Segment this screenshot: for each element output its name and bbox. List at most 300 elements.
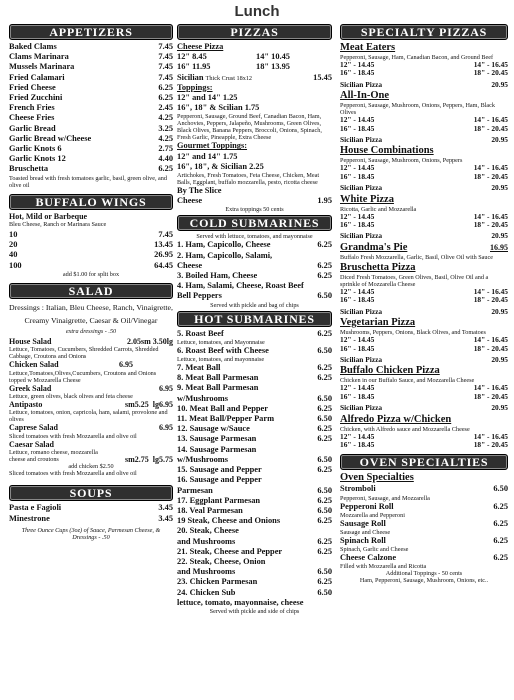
greek-salad-row: Greek Salad 6.95	[9, 383, 173, 393]
hot-sub-i9b	[177, 394, 332, 404]
specialty-name-s2	[340, 90, 508, 102]
hot-sub-i19-price: 6.25	[317, 516, 332, 526]
oven-item-o2-price: 6.25	[493, 501, 508, 511]
hot-sub-i12	[177, 424, 332, 434]
appetizer-item-label: Garlic Knots 12	[9, 154, 66, 164]
appetizer-item-label: Garlic Knots 6	[9, 144, 62, 154]
hot-sub-i24a	[177, 588, 332, 598]
wings-item	[9, 240, 173, 250]
hot-sub-i6-price: 6.50	[317, 345, 332, 355]
cold-subs-note: Served with lettuce, tomatoes, and mayonnaise	[196, 233, 313, 241]
wings-item	[9, 230, 173, 240]
size: 16" - 18.45	[340, 391, 375, 401]
appetizer-item	[9, 62, 173, 72]
soup-item-price: 3.45	[158, 513, 173, 523]
appetizer-item	[9, 124, 173, 134]
sicilian-label: Sicilian Pizza	[340, 183, 383, 193]
wings-note: add $1.00 for split box	[62, 270, 120, 278]
hot-sub-i16b	[177, 486, 332, 496]
specialty-name-s6-label: Bruschetta Pizza	[340, 261, 416, 273]
oven-item-o5-label: Cheese Calzone	[340, 553, 397, 563]
hot-sub-i18	[177, 506, 332, 516]
column-middle	[177, 22, 332, 615]
size: 12" - 14.45	[340, 431, 375, 441]
appetizers-header: APPETIZERS	[9, 24, 173, 40]
hot-sub-i23-price: 6.25	[317, 577, 332, 587]
sicilian-price: 20.95	[491, 135, 508, 145]
chicken-salad-note: Lettuce,Tomatoes,Olives,Cucumbers, Croutons and Onions topped w Mozzarella Cheese	[9, 369, 157, 384]
sicilian-price: 20.95	[491, 403, 508, 413]
size: 12" - 14.45	[340, 163, 375, 173]
wings-dip: Bleu Cheese, Ranch or Marinara Sauce	[9, 221, 107, 229]
sicilian-label: Sicilian Pizza	[340, 231, 383, 241]
oven-item-o1	[340, 484, 508, 494]
oven-list	[340, 484, 508, 570]
oven-item-o2	[340, 502, 508, 512]
appetizer-item-price: 3.25	[158, 123, 173, 133]
appetizer-item-price: 4.25	[158, 133, 173, 143]
hot-sub-i16b-price: 6.50	[317, 485, 332, 495]
hot-sub-i5	[177, 329, 332, 339]
caesar-row: Caesar Salad	[9, 439, 54, 449]
gourmet-label: Gourmet Toppings:	[177, 141, 248, 151]
hot-sub-i14b	[177, 455, 332, 465]
specialty-sizes-b	[340, 393, 508, 401]
size: 14" - 16.45	[473, 431, 508, 441]
hot-sub-i20b-label: and Mushrooms	[177, 536, 236, 546]
oven-item-o1-label: Stromboli	[340, 484, 376, 494]
wings-item-price: 64.45	[154, 260, 173, 270]
hot-subs-header: HOT SUBMARINES	[177, 311, 332, 327]
hot-sub-i19	[177, 516, 332, 526]
oven-item-o3-price: 6.25	[493, 518, 508, 528]
size: 16" - 18.45	[340, 295, 375, 305]
specialty-sicilian	[340, 184, 508, 192]
wings-item-price: 26.95	[154, 250, 173, 260]
size: 16" - 18.45	[340, 171, 375, 181]
hot-sub-i19-label: 19 Steak, Cheese and Onions	[177, 516, 281, 526]
cheese-pizza: Cheese Pizza	[177, 42, 224, 51]
oven-item-o3	[340, 519, 508, 529]
hot-sub-i10	[177, 404, 332, 414]
hot-sub-i8	[177, 373, 332, 383]
oven-item-note: Mozzarella and Pepperoni	[340, 511, 405, 519]
hot-sub-i5-label: 5. Roast Beef	[177, 328, 224, 338]
oven-item-note: Pepperoni, Sausage, and Mozzarella	[340, 494, 430, 502]
hot-sub-i15	[177, 465, 332, 475]
column-right	[340, 22, 508, 584]
sicilian-price: 20.95	[491, 183, 508, 193]
soup-item-label: Minestrone	[9, 513, 50, 523]
hot-sub-i14b-label: w/Mushrooms	[177, 454, 229, 464]
hot-sub-i17-label: 17. Eggplant Parmesan	[177, 495, 261, 505]
toppings-price2: 16", 18" & Scilian 1.75	[177, 103, 260, 113]
appetizer-item-label: Clams Marinara	[9, 52, 69, 62]
appetizer-item	[9, 42, 173, 52]
hot-sub-i18-label: 18. Veal Parmesan	[177, 505, 243, 515]
hot-sub-i17-price: 6.25	[317, 495, 332, 505]
sicilian-price: 20.95	[491, 354, 508, 364]
cold-subs-foot: Served with pickle and bag of chips	[210, 301, 299, 309]
slice-row: Cheese 1.95	[177, 196, 332, 206]
wings-sauces: Hot, Mild or Barbeque	[9, 211, 88, 221]
soup-item	[9, 514, 173, 524]
oven-item-o5	[340, 553, 508, 563]
hot-sub-i22a-label: 22. Steak, Cheese, Onion	[177, 556, 266, 566]
appetizer-item-price: 2.45	[158, 103, 173, 113]
appetizer-item	[9, 83, 173, 93]
caesar-note2: Sliced tomatoes with fresh Mozzarella and olive oil	[9, 470, 137, 478]
specialty-name-s1-label: Meat Eaters	[340, 42, 396, 53]
sicilian-price: 20.95	[491, 231, 508, 241]
specialty-name-s8	[340, 365, 508, 377]
specialty-price: 16.95	[490, 242, 508, 252]
size: 18" - 20.45	[473, 343, 508, 353]
caprese-row: Caprese Salad 6.95	[9, 423, 173, 433]
toppings-price1: 12" and 14" 1.25	[177, 93, 238, 103]
size: 12" - 14.45	[340, 383, 375, 393]
size: 18" - 20.45	[473, 391, 508, 401]
size: 16" - 18.45	[340, 343, 375, 353]
slice-label: By The Slice	[177, 186, 222, 196]
sicilian-price: 20.95	[491, 79, 508, 89]
column-left	[9, 22, 173, 541]
size: 12" - 14.45	[340, 211, 375, 221]
oven-item-o4	[340, 536, 508, 546]
size: 12" - 14.45	[340, 60, 375, 69]
specialty-note: Chicken, with Alfredo sauce and Mozzarella Cheese	[340, 425, 470, 433]
greek-salad-note: Lettuce, green olives, black olives and feta cheese	[9, 393, 133, 401]
appetizer-item	[9, 154, 173, 164]
hot-sub-note: Lettuce, tomatoes, and Mayonnaise	[177, 338, 265, 346]
wings-item-label: 100	[9, 260, 22, 270]
specialty-sizes-b	[340, 345, 508, 353]
hot-sub-i5-price: 6.25	[317, 328, 332, 338]
specialty-sizes-b	[340, 441, 508, 449]
caesar-note: Lettuce, romano cheese, mozzarella cheese and croutons sm2.75 lg5.75	[9, 449, 173, 465]
hot-sub-i24b-label: lettuce, tomato, mayonnaise, cheese	[177, 597, 304, 607]
appetizer-item-label: Mussels Marinara	[9, 62, 75, 72]
oven-item-o1-price: 6.50	[493, 484, 508, 494]
specialty-name-s3	[340, 145, 508, 157]
hot-sub-i6	[177, 346, 332, 356]
cheese-row2: 16" 11.95 18" 13.95	[177, 62, 290, 72]
specialty-name-s7	[340, 317, 508, 329]
oven-note2: Additional Toppings - 50 cents	[385, 570, 463, 578]
specialty-note: Buffalo Fresh Mozzarella, Garlic, Basil, Olive Oil with Sauce	[340, 253, 493, 261]
bruschetta-note: Toasted bread with fresh tomatoes garlic, basil, green olive, and olive oil	[9, 174, 167, 189]
cold-sub-4a: 4. Ham, Salami, Cheese, Roast Beef	[177, 281, 304, 291]
hot-sub-i7	[177, 363, 332, 373]
hot-sub-i13-price: 6.25	[317, 434, 332, 444]
size: 18" - 20.45	[473, 220, 508, 230]
soups-header: SOUPS	[9, 485, 173, 501]
appetizer-item	[9, 52, 173, 62]
appetizer-item	[9, 73, 173, 83]
hot-sub-i14b-price: 6.50	[317, 454, 332, 464]
size: 18" - 20.45	[473, 439, 508, 449]
cheese-row1: 12" 8.45 14" 10.45	[177, 52, 290, 62]
specialty-note: Pepperoni, Sausage, Ham, Canadian Bacon, and Ground Beef	[340, 54, 494, 61]
caesar-add: add chicken $2.50	[68, 463, 114, 471]
oven-item-o5-price: 6.25	[493, 553, 508, 563]
wings-header: BUFFALO WINGS	[9, 194, 173, 210]
oven-item-o3-label: Sausage Roll	[340, 518, 386, 528]
hot-sub-i11-price: 6.50	[317, 414, 332, 424]
hot-sub-i8-label: 8. Meat Ball Parmesan	[177, 373, 259, 383]
hot-sub-i9a	[177, 383, 332, 393]
size: 14" - 16.45	[473, 286, 508, 296]
hot-sub-i11	[177, 414, 332, 424]
hot-sub-i9b-price: 6.50	[317, 393, 332, 403]
size: 16" - 18.45	[340, 68, 375, 78]
size: 14" - 16.45	[473, 211, 508, 221]
hot-subs-list	[177, 329, 332, 608]
salad-dressings: Dressings : Italian, Bleu Cheese, Ranch, Vinaigrette, Creamy Vinaigrette, Caesar & Oil/Vinegar	[9, 302, 173, 326]
wings-list	[9, 230, 173, 271]
specialty-note: Pepperoni, Sausage, Mushroom, Onions, Peppers, Ham, Black Olives	[340, 102, 496, 117]
appetizers-list	[9, 42, 173, 175]
oven-item-o2-label: Pepperoni Roll	[340, 501, 394, 511]
pizzas-header: PIZZAS	[177, 24, 332, 40]
salad-extra: extra dressings - .50	[65, 327, 117, 335]
specialty-sicilian	[340, 404, 508, 412]
hot-sub-i6-label: 6. Roast Beef with Cheese	[177, 345, 269, 355]
soups-list	[9, 503, 173, 523]
toppings-list: Pepperoni, Sausage, Ground Beef, Canadian Bacon, Ham, Anchovies, Peppers, Jalapeño, Mushrooms, Green Olives, Black Olives, Banana Peppers, Broccoli, Onions, Spinach, Fresh Garlic, Pineapple, Extra Cheese	[177, 113, 322, 142]
hot-sub-i23-label: 23. Chicken Parmesan	[177, 577, 258, 587]
hot-sub-i10-label: 10. Meat Ball and Pepper	[177, 403, 268, 413]
hot-sub-i9b-label: w/Mushrooms	[177, 393, 229, 403]
appetizer-item-label: Garlic Bread	[9, 123, 56, 133]
specialty-name-s8-label: Buffalo Chicken Pizza	[340, 365, 440, 377]
appetizer-item-label: Bruschetta	[9, 164, 49, 174]
specialty-header: SPECIALTY PIZZAS	[340, 24, 508, 40]
size: 14" - 16.45	[473, 115, 508, 125]
antipasto-note: Lettuce, tomatoes, onion, capricola, ham, salami, provolone and olives	[9, 409, 168, 424]
toppings-label: Toppings:	[177, 82, 213, 92]
specialty-name-s5	[340, 242, 508, 254]
salad-header: SALAD	[9, 283, 173, 299]
specialty-name-s4-label: White Pizza	[340, 193, 394, 205]
oven-item-o4-price: 6.25	[493, 535, 508, 545]
hot-sub-i22b	[177, 567, 332, 577]
size: 14" - 16.45	[473, 383, 508, 393]
hot-sub-i21-price: 6.25	[317, 546, 332, 556]
cold-sub-2a: 2. Ham, Capicollo, Salami,	[177, 250, 273, 260]
appetizer-item-label: Fried Zucchini	[9, 93, 63, 103]
soup-item-label: Pasta e Fagioli	[9, 503, 62, 513]
appetizer-item-price: 6.25	[158, 164, 173, 174]
specialty-note: Diced Fresh Tomatoes, Green Olives, Basil, Olive Oil and a sprinkle of Mozzarella Cheese	[340, 273, 489, 288]
specialty-sizes-b	[340, 69, 508, 77]
size: 14" - 16.45	[473, 335, 508, 345]
appetizer-item	[9, 103, 173, 113]
hot-sub-i20b-price: 6.25	[317, 536, 332, 546]
appetizer-item-price: 7.45	[158, 42, 173, 51]
sicilian-row: Sicilian Thick Crust 18x12 15.45	[177, 72, 332, 82]
appetizer-item-price: 7.45	[158, 52, 173, 62]
soup-item	[9, 503, 173, 513]
appetizer-item	[9, 113, 173, 123]
specialty-sicilian	[340, 356, 508, 364]
oven-note3: Ham, Pepperoni, Sausage, Mushroom, Onions, etc..	[359, 577, 489, 585]
cold-sub-1: 1. Ham, Capicollo, Cheese 6.25	[177, 240, 332, 250]
hot-sub-i13-label: 13. Sausage Parmesan	[177, 434, 257, 444]
oven-item-o4-label: Spinach Roll	[340, 535, 386, 545]
hot-sub-i15-label: 15. Sausage and Pepper	[177, 465, 262, 475]
hot-sub-i21	[177, 547, 332, 557]
wings-item-price: 13.45	[154, 240, 173, 250]
appetizer-item-label: French Fries	[9, 103, 55, 113]
size: 18" - 20.45	[473, 68, 508, 78]
hot-sub-i12-price: 6.25	[317, 424, 332, 434]
specialty-sicilian	[340, 308, 508, 316]
appetizer-item-price: 4.25	[158, 113, 173, 123]
specialty-sizes-b	[340, 173, 508, 181]
specialty-name-s2-label: All-In-One	[340, 90, 390, 102]
gourmet-list: Artichokes, Fresh Tomatoes, Feta Cheese, Chicken, Meat Balls, Eggplant, buffalo mozzarella, pesto, ricotta cheese	[177, 172, 320, 187]
hot-sub-i20b	[177, 537, 332, 547]
hot-sub-note: Lettuce, tomatoes, and mayonnaise	[177, 356, 265, 364]
gourmet-price2: 16", 18", & Sicilian 2.25	[177, 161, 264, 171]
oven-header: OVEN SPECIALTIES	[340, 454, 508, 470]
hot-sub-i8-price: 6.25	[317, 373, 332, 383]
appetizer-item	[9, 164, 173, 174]
sicilian-label: Sicilian Pizza	[340, 354, 383, 364]
oven-item-note: Sausage and Cheese	[340, 528, 391, 536]
cold-sub-4b: Bell Peppers 6.50	[177, 291, 332, 301]
specialty-sicilian	[340, 136, 508, 144]
appetizer-item	[9, 93, 173, 103]
caprese-note: Sliced tomatoes with fresh Mozzarella and olive oil	[9, 432, 137, 440]
soup-item-price: 3.45	[158, 503, 173, 513]
specialty-sizes-b	[340, 296, 508, 304]
sicilian-label: Sicilian Pizza	[340, 79, 383, 89]
specialty-sicilian	[340, 81, 508, 89]
specialty-name-s9-label: Alfredo Pizza w/Chicken	[340, 413, 452, 425]
hot-sub-i10-price: 6.25	[317, 403, 332, 413]
hot-sub-i18-price: 6.50	[317, 505, 332, 515]
size: 18" - 20.45	[473, 295, 508, 305]
specialty-note: Ricotta, Garlic and Mozzarella	[340, 205, 417, 213]
house-salad-row: House Salad 2.05sm 3.50lg	[9, 336, 173, 346]
appetizer-item-price: 2.75	[158, 144, 173, 154]
hot-sub-i24a-label: 24. Chicken Sub	[177, 587, 236, 597]
specialty-sizes-b	[340, 125, 508, 133]
oven-item-note: Filled with Mozzarella and Ricotta	[340, 563, 427, 571]
hot-sub-i12-label: 12. Sausage w/Sauce	[177, 424, 250, 434]
appetizer-item-label: Baked Clams	[9, 42, 57, 51]
size: 12" - 14.45	[340, 115, 375, 125]
hot-sub-i22b-label: and Mushrooms	[177, 567, 236, 577]
appetizer-item-label: Cheese Fries	[9, 113, 55, 123]
wings-item	[9, 250, 173, 260]
extra-toppings: Extra toppings 50 cents	[225, 206, 284, 214]
specialty-name-s9	[340, 414, 508, 426]
sicilian-label: Sicilian Pizza	[340, 306, 383, 316]
appetizer-item-label: Fried Calamari	[9, 72, 65, 82]
hot-sub-i16a	[177, 475, 332, 485]
page-title: Lunch	[234, 3, 280, 20]
hot-sub-i20a	[177, 526, 332, 536]
size: 16" - 18.45	[340, 439, 375, 449]
specialty-note: Pepperoni, Sausage, Mushroom, Onions, Peppers	[340, 157, 463, 165]
hot-sub-i7-label: 7. Meat Ball	[177, 363, 221, 373]
chicken-salad-row: Chicken Salad 6.95	[9, 360, 133, 370]
hot-sub-i13	[177, 434, 332, 444]
size: 14" - 16.45	[473, 163, 508, 173]
size: 18" - 20.45	[473, 171, 508, 181]
appetizer-item-label: Fried Cheese	[9, 82, 56, 92]
sicilian-price: 20.95	[491, 306, 508, 316]
wings-item-label: 20	[9, 240, 18, 250]
cold-subs-header: COLD SUBMARINES	[177, 215, 332, 231]
appetizer-item	[9, 134, 173, 144]
hot-sub-i14a-label: 14. Sausage Parmesan	[177, 444, 257, 454]
hot-sub-i22a	[177, 557, 332, 567]
wings-item-label: 10	[9, 230, 18, 240]
size: 16" - 18.45	[340, 123, 375, 133]
oven-item-note: Spinach, Garlic and Cheese	[340, 546, 409, 554]
soups-note: Three Ounce Cups (3oz) of Sauce, Parmesan Cheese, & Dressings - .50	[21, 526, 161, 541]
specialty-name-s4	[340, 194, 508, 206]
specialty-name-s1	[340, 42, 508, 54]
specialty-note: Mushrooms, Peppers, Onions, Black Olives, and Tomatoes	[340, 329, 486, 337]
hot-sub-i17	[177, 496, 332, 506]
hot-sub-i16a-label: 16. Sausage and Pepper	[177, 475, 262, 485]
sicilian-label: Sicilian Pizza	[340, 135, 383, 145]
size: 12" - 14.45	[340, 286, 375, 296]
cold-sub-2b: Cheese 6.25	[177, 260, 332, 270]
hot-sub-i14a	[177, 445, 332, 455]
specialty-name-s7-label: Vegetarian Pizza	[340, 317, 416, 329]
hot-sub-i7-price: 6.25	[317, 363, 332, 373]
appetizer-item-price: 6.25	[158, 82, 173, 92]
appetizer-item-label: Garlic Bread w/Cheese	[9, 133, 92, 143]
size: 14" - 16.45	[473, 60, 508, 69]
hot-sub-i16b-label: Parmesan	[177, 485, 213, 495]
house-salad-note: Lettuce, Tomatoes, Cucumbers, Shredded Carrots, Shredded Cabbage, Croutons and Onions	[9, 346, 159, 361]
hot-sub-i11-label: 11. Meat Ball/Pepper Parm	[177, 414, 275, 424]
wings-item-price: 7.45	[158, 230, 173, 240]
wings-item	[9, 261, 173, 271]
oven-subtitle: Oven Specialties	[340, 472, 414, 484]
specialty-sicilian	[340, 232, 508, 240]
appetizer-item-price: 7.45	[158, 72, 173, 82]
size: 16" - 18.45	[340, 220, 375, 230]
hot-sub-i20a-label: 20. Steak, Cheese	[177, 526, 239, 536]
appetizer-item	[9, 144, 173, 154]
wings-item-label: 40	[9, 250, 18, 260]
appetizer-item-price: 4.40	[158, 154, 173, 164]
specialty-list	[340, 42, 508, 449]
hot-sub-i23	[177, 577, 332, 587]
hot-sub-i22b-price: 6.50	[317, 567, 332, 577]
antipasto-row: Antipasto sm5.25 lg6.95	[9, 400, 173, 410]
hot-sub-i24a-price: 6.50	[317, 587, 332, 597]
appetizer-item-price: 7.45	[158, 62, 173, 72]
hot-sub-i15-price: 6.25	[317, 465, 332, 475]
specialty-name-s5-label: Grandma's Pie	[340, 241, 408, 253]
specialty-name-s3-label: House Combinations	[340, 145, 434, 157]
size: 12" - 14.45	[340, 335, 375, 345]
hot-sub-i24b	[177, 598, 332, 608]
hot-sub-i21-label: 21. Steak, Cheese and Pepper	[177, 546, 283, 556]
sicilian-label: Sicilian Pizza	[340, 403, 383, 413]
specialty-name-s6	[340, 262, 508, 274]
specialty-sizes-b	[340, 221, 508, 229]
